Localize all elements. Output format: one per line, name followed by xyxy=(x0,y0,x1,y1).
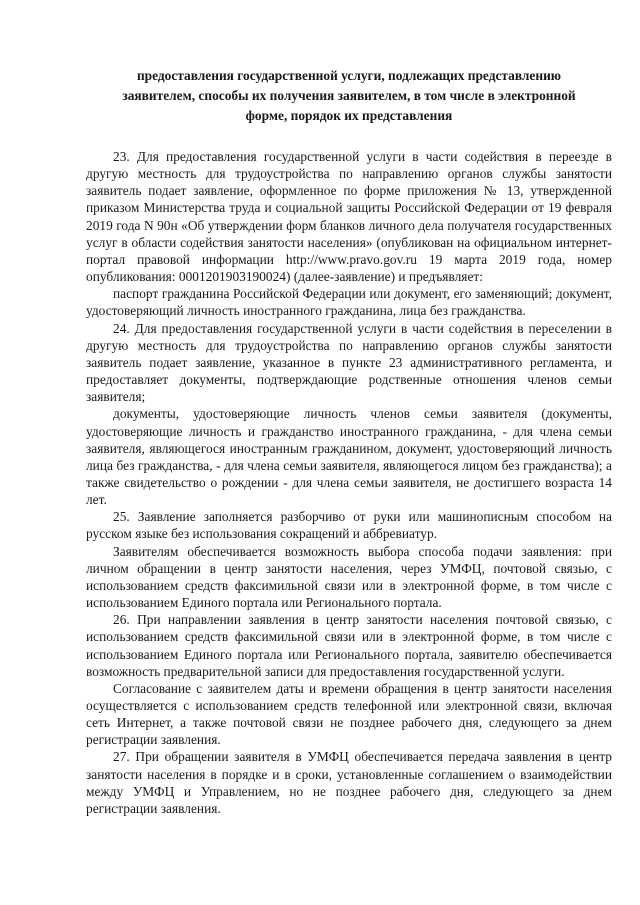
section-heading xyxy=(86,66,612,126)
paragraph-27: 27. При обращении заявителя в УМФЦ обеспечивается передача заявления в центр занятости населения в порядке и в сроки, установленные соглашением о взаимодействии между УМФЦ и Управлением, но не позднее рабочего дня, следующего за днем регистрации заявления. xyxy=(86,749,612,816)
paragraph-24: 24. Для предоставления государственной услуги в части содействия в переселении в другую местность для трудоустройства по направлению органов службы занятости заявитель подает заявление, указанное в пункте 23 административного регламента, и предоставляет документы, подтверждающие родственные отношения членов семьи заявителя; xyxy=(86,320,612,405)
paragraph-23: 23. Для предоставления государственной услуги в части содействия в переезде в другую местность для трудоустройства по направлению органов службы занятости заявитель подает заявление, оформленное по форме приложения № 13, утвержденной приказом Министерства труда и социальной защиты Российской Федерации от 19 февраля 2019 года N 90н «Об утверждении форм бланков личного дела получателя государственных услуг в области содействия занятости населения» (опубликован на официальном интернет-портал правовой информации http://www.pravo.gov.ru 19 марта 2019 года, номер опубликования: 0001201903190024) (далее-заявление) и предъявляет: xyxy=(86,149,612,285)
paragraph-25-submission-methods: Заявителям обеспечивается возможность выбора способа подачи заявления: при личном обращении в центр занятости населения, через УМФЦ, почтовой связью, с использованием средств факсимильной связи или в электронной форме, в том числе с использованием Единого портала или Регионального портала. xyxy=(86,543,612,611)
document-page xyxy=(86,66,612,817)
heading-line-2: заявителем, способы их получения заявителем, в том числе в электронной xyxy=(122,88,576,103)
paragraph-26: 26. При направлении заявления в центр занятости населения почтовой связью, с использованием средств факсимильной связи или в электронной форме, в том числе с использованием Единого портала или Регионального портала, заявителю обеспечивается возможность предварительной записи для предоставления государственной услуги. xyxy=(86,612,612,679)
paragraph-25: 25. Заявление заполняется разборчиво от руки или машинописным способом на русском языке без использования сокращений и аббревиатур. xyxy=(86,509,612,542)
heading-line-3: форме, порядок их представления xyxy=(245,108,453,123)
paragraph-23-passport: паспорт гражданина Российской Федерации или документ, его заменяющий; документ, удостоверяющий личность иностранного гражданина, лица без гражданства. xyxy=(86,286,612,319)
paragraph-26-scheduling: Согласование с заявителем даты и времени обращения в центр занятости населения осуществляется с использованием средств телефонной или электронной связи, включая сеть Интернет, а также почтовой связи не позднее рабочего дня, следующего за днем регистрации заявления. xyxy=(86,680,612,748)
heading-line-1: предоставления государственной услуги, подлежащих представлению xyxy=(136,68,562,83)
paragraph-24-documents: документы, удостоверяющие личность членов семьи заявителя (документы, удостоверяющие личность и гражданство иностранного гражданина, - для члена семьи заявителя, являющегося иностранным гражданином, документ, удостоверяющий личность лица без гражданства, - для члена семьи заявителя, являющегося лицом без гражданства); а также свидетельство о рождении - для члена семьи заявителя, не достигшего возраста 14 лет. xyxy=(86,406,612,508)
